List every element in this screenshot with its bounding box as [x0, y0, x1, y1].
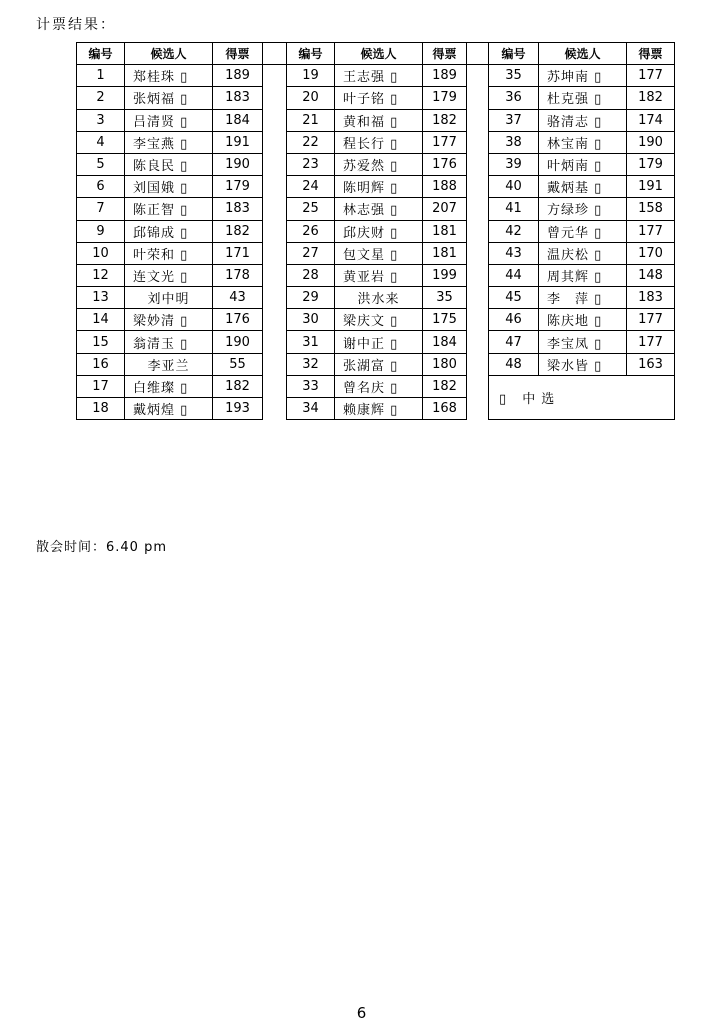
candidate-name: 苏坤南 ▯: [539, 65, 627, 87]
column-gap: [467, 87, 489, 109]
header-votes: 得票: [423, 43, 467, 65]
column-gap: [263, 176, 287, 198]
vote-count: 176: [423, 153, 467, 175]
candidate-name: 张湖富 ▯: [335, 353, 423, 375]
vote-count: 199: [423, 264, 467, 286]
vote-count: 191: [213, 131, 263, 153]
vote-count: 171: [213, 242, 263, 264]
table-row: [77, 153, 675, 175]
table-row: [77, 176, 675, 198]
table-row: [77, 375, 675, 397]
candidate-number: 28: [287, 264, 335, 286]
candidate-name: 张炳福 ▯: [125, 87, 213, 109]
vote-count: 158: [627, 198, 675, 220]
vote-count: 43: [213, 287, 263, 309]
column-gap: [263, 109, 287, 131]
vote-count: 55: [213, 353, 263, 375]
candidate-name: 陈明辉 ▯: [335, 176, 423, 198]
candidate-number: 42: [489, 220, 539, 242]
candidate-name: 李宝燕 ▯: [125, 131, 213, 153]
vote-count: 163: [627, 353, 675, 375]
vote-count: 176: [213, 309, 263, 331]
candidate-name: 叶子铭 ▯: [335, 87, 423, 109]
column-gap: [263, 375, 287, 397]
vote-count: 182: [627, 87, 675, 109]
table-row: [77, 220, 675, 242]
candidate-number: 4: [77, 131, 125, 153]
candidate-name: 李宝凤 ▯: [539, 331, 627, 353]
candidate-number: 3: [77, 109, 125, 131]
candidate-number: 6: [77, 176, 125, 198]
column-gap: [263, 65, 287, 87]
candidate-name: 吕清贤 ▯: [125, 109, 213, 131]
candidate-number: 38: [489, 131, 539, 153]
vote-count: 190: [213, 331, 263, 353]
candidate-name: 谢中正 ▯: [335, 331, 423, 353]
vote-count: 182: [213, 220, 263, 242]
column-gap: [467, 176, 489, 198]
header-number: 编号: [77, 43, 125, 65]
candidate-number: 22: [287, 131, 335, 153]
column-gap: [467, 153, 489, 175]
candidate-number: 15: [77, 331, 125, 353]
column-gap: [467, 43, 489, 65]
vote-count: 177: [627, 309, 675, 331]
vote-count: 181: [423, 242, 467, 264]
candidate-name: 苏爱然 ▯: [335, 153, 423, 175]
table-row: [77, 109, 675, 131]
vote-count: 189: [423, 65, 467, 87]
candidate-name: 陈良民 ▯: [125, 153, 213, 175]
candidate-name: 杜克强 ▯: [539, 87, 627, 109]
candidate-name: 洪水来: [335, 287, 423, 309]
candidate-name: 曾名庆 ▯: [335, 375, 423, 397]
column-gap: [263, 264, 287, 286]
candidate-name: 白维璨 ▯: [125, 375, 213, 397]
candidate-name: 邱锦成 ▯: [125, 220, 213, 242]
table-row: [77, 87, 675, 109]
candidate-number: 20: [287, 87, 335, 109]
vote-count: 177: [627, 65, 675, 87]
candidate-name: 温庆松 ▯: [539, 242, 627, 264]
vote-count: 148: [627, 264, 675, 286]
candidate-name: 林宝南 ▯: [539, 131, 627, 153]
vote-count: 174: [627, 109, 675, 131]
vote-count: 170: [627, 242, 675, 264]
candidate-name: 王志强 ▯: [335, 65, 423, 87]
candidate-number: 36: [489, 87, 539, 109]
candidate-name: 叶炳南 ▯: [539, 153, 627, 175]
vote-count: 181: [423, 220, 467, 242]
candidate-number: 16: [77, 353, 125, 375]
candidate-name: 李 萍 ▯: [539, 287, 627, 309]
table-row: [77, 331, 675, 353]
column-gap: [263, 87, 287, 109]
column-gap: [467, 242, 489, 264]
column-gap: [467, 198, 489, 220]
vote-count: 179: [213, 176, 263, 198]
column-gap: [263, 309, 287, 331]
candidate-number: 48: [489, 353, 539, 375]
candidate-name: 方绿珍 ▯: [539, 198, 627, 220]
candidate-name: 程长行 ▯: [335, 131, 423, 153]
candidate-number: 12: [77, 264, 125, 286]
candidate-number: 39: [489, 153, 539, 175]
vote-count: 191: [627, 176, 675, 198]
column-gap: [263, 242, 287, 264]
candidate-number: 9: [77, 220, 125, 242]
column-gap: [263, 43, 287, 65]
candidate-name: 曾元华 ▯: [539, 220, 627, 242]
table-row: [77, 242, 675, 264]
candidate-name: 梁妙清 ▯: [125, 309, 213, 331]
table-row: [77, 264, 675, 286]
table-row: [77, 198, 675, 220]
column-gap: [263, 398, 287, 420]
candidate-name: 李亚兰: [125, 353, 213, 375]
candidate-name: 连文光 ▯: [125, 264, 213, 286]
candidate-name: 陈庆地 ▯: [539, 309, 627, 331]
elected-legend: ▯ 中选: [489, 375, 675, 419]
candidate-name: 叶荣和 ▯: [125, 242, 213, 264]
candidate-number: 2: [77, 87, 125, 109]
vote-count: 179: [627, 153, 675, 175]
candidate-number: 26: [287, 220, 335, 242]
candidate-number: 10: [77, 242, 125, 264]
candidate-name: 梁庆文 ▯: [335, 309, 423, 331]
vote-count: 184: [423, 331, 467, 353]
header-votes: 得票: [627, 43, 675, 65]
candidate-number: 40: [489, 176, 539, 198]
candidate-number: 41: [489, 198, 539, 220]
vote-count: 178: [213, 264, 263, 286]
candidate-name: 戴炳基 ▯: [539, 176, 627, 198]
table-row: [77, 65, 675, 87]
header-candidate: 候选人: [539, 43, 627, 65]
header-candidate: 候选人: [335, 43, 423, 65]
table-row: [77, 287, 675, 309]
candidate-name: 翁清玉 ▯: [125, 331, 213, 353]
header-number: 编号: [489, 43, 539, 65]
adjournment-time: 散会时间：6.40 pm: [36, 540, 167, 555]
column-gap: [263, 131, 287, 153]
vote-count: 207: [423, 198, 467, 220]
vote-count: 182: [423, 109, 467, 131]
candidate-name: 刘国娥 ▯: [125, 176, 213, 198]
vote-count: 183: [213, 87, 263, 109]
vote-count: 183: [213, 198, 263, 220]
candidate-number: 17: [77, 375, 125, 397]
vote-count: 189: [213, 65, 263, 87]
candidate-number: 25: [287, 198, 335, 220]
column-gap: [467, 65, 489, 87]
column-gap: [467, 131, 489, 153]
column-gap: [467, 287, 489, 309]
candidate-name: 包文星 ▯: [335, 242, 423, 264]
vote-count: 190: [213, 153, 263, 175]
vote-count: 190: [627, 131, 675, 153]
vote-count: 184: [213, 109, 263, 131]
column-gap: [467, 331, 489, 353]
column-gap: [263, 220, 287, 242]
candidate-number: 31: [287, 331, 335, 353]
candidate-number: 45: [489, 287, 539, 309]
vote-count: 188: [423, 176, 467, 198]
candidate-number: 43: [489, 242, 539, 264]
column-gap: [467, 264, 489, 286]
candidate-name: 梁水皆 ▯: [539, 353, 627, 375]
candidate-number: 44: [489, 264, 539, 286]
column-gap: [263, 287, 287, 309]
vote-count: 183: [627, 287, 675, 309]
header-candidate: 候选人: [125, 43, 213, 65]
column-gap: [263, 353, 287, 375]
candidate-number: 1: [77, 65, 125, 87]
column-gap: [263, 331, 287, 353]
page-number: 6: [356, 1004, 367, 1022]
candidate-number: 18: [77, 398, 125, 420]
candidate-number: 14: [77, 309, 125, 331]
column-gap: [263, 153, 287, 175]
vote-count: 182: [213, 375, 263, 397]
candidate-name: 戴炳煌 ▯: [125, 398, 213, 420]
column-gap: [467, 353, 489, 375]
candidate-number: 47: [489, 331, 539, 353]
candidate-number: 34: [287, 398, 335, 420]
candidate-number: 23: [287, 153, 335, 175]
candidate-name: 黄和福 ▯: [335, 109, 423, 131]
column-gap: [263, 198, 287, 220]
candidate-number: 19: [287, 65, 335, 87]
column-gap: [467, 309, 489, 331]
vote-count: 168: [423, 398, 467, 420]
candidate-number: 30: [287, 309, 335, 331]
column-gap: [467, 220, 489, 242]
candidate-name: 郑桂珠 ▯: [125, 65, 213, 87]
candidate-number: 21: [287, 109, 335, 131]
candidate-number: 24: [287, 176, 335, 198]
table-header-row: [77, 43, 675, 65]
candidate-number: 13: [77, 287, 125, 309]
table-row: [77, 353, 675, 375]
table-row: [77, 131, 675, 153]
candidate-name: 赖康辉 ▯: [335, 398, 423, 420]
vote-count: 175: [423, 309, 467, 331]
candidate-number: 7: [77, 198, 125, 220]
candidate-number: 27: [287, 242, 335, 264]
vote-count: 179: [423, 87, 467, 109]
table-body: [77, 65, 675, 420]
vote-count: 177: [627, 331, 675, 353]
header-votes: 得票: [213, 43, 263, 65]
header-number: 编号: [287, 43, 335, 65]
column-gap: [467, 398, 489, 420]
candidate-number: 5: [77, 153, 125, 175]
candidate-number: 32: [287, 353, 335, 375]
vote-count: 177: [423, 131, 467, 153]
candidate-name: 刘中明: [125, 287, 213, 309]
candidate-number: 35: [489, 65, 539, 87]
candidate-name: 陈正智 ▯: [125, 198, 213, 220]
candidate-number: 46: [489, 309, 539, 331]
vote-count: 180: [423, 353, 467, 375]
candidate-name: 黄亚岩 ▯: [335, 264, 423, 286]
column-gap: [467, 375, 489, 397]
table-row: [77, 309, 675, 331]
candidate-number: 29: [287, 287, 335, 309]
vote-count: 193: [213, 398, 263, 420]
candidate-name: 骆清志 ▯: [539, 109, 627, 131]
candidate-name: 邱庆财 ▯: [335, 220, 423, 242]
vote-tally-table: [76, 42, 675, 420]
vote-count: 177: [627, 220, 675, 242]
column-gap: [467, 109, 489, 131]
vote-count: 35: [423, 287, 467, 309]
candidate-name: 林志强 ▯: [335, 198, 423, 220]
vote-count: 182: [423, 375, 467, 397]
page-heading: 计票结果：: [36, 17, 116, 33]
candidate-name: 周其辉 ▯: [539, 264, 627, 286]
candidate-number: 33: [287, 375, 335, 397]
candidate-number: 37: [489, 109, 539, 131]
